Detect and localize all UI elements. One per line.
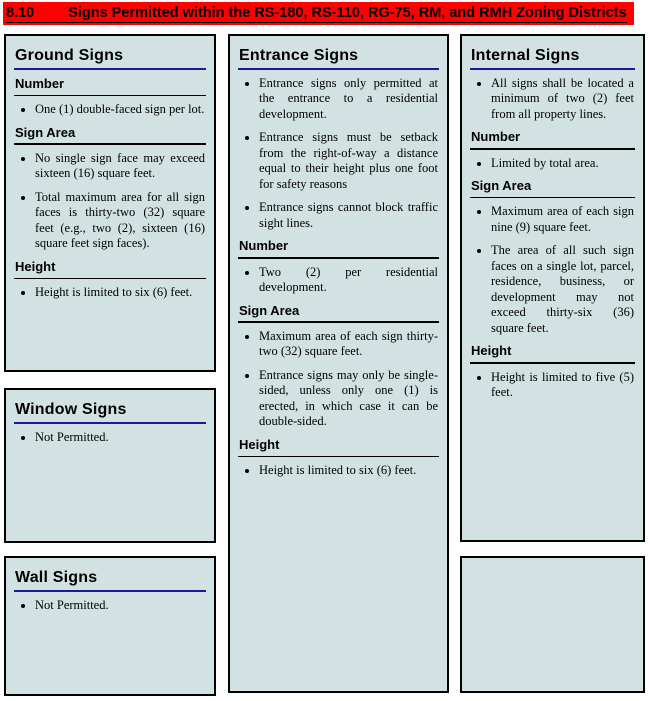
bullet-item: • One (1) double-faced sign per lot. <box>35 102 206 118</box>
title-underline <box>14 422 206 424</box>
card-subheading: Sign Area <box>15 124 76 140</box>
bullet-item: • Not Permitted. <box>35 430 206 446</box>
card-title: Internal Signs <box>471 47 580 64</box>
subheading-underline <box>238 456 439 458</box>
bullet-list <box>14 285 206 301</box>
bullet-item: • Entrance signs only permitted at the entrance to a residential development. <box>259 76 439 123</box>
bullet-item: • Height is limited to six (6) feet. <box>259 463 439 479</box>
card-entrance-signs <box>228 34 449 693</box>
card-subheading: Number <box>15 75 65 91</box>
card-subheading: Number <box>471 129 521 145</box>
subheading-underline <box>14 143 206 145</box>
bullet-item: • Two (2) per residential development. <box>259 265 439 296</box>
card-subheading: Height <box>239 436 280 452</box>
bullet-list <box>470 204 635 336</box>
subheading-underline <box>14 278 206 280</box>
bullet-item: • Total maximum area for all sign faces is thirty-two (32) square feet (e.g., two (2), sixteen (16) square feet sign faces). <box>35 190 206 252</box>
bullet-list <box>238 76 439 232</box>
card-blank <box>460 556 645 693</box>
bullet-list <box>14 102 206 118</box>
subheading-underline <box>238 321 439 323</box>
card-ground-signs <box>4 34 216 372</box>
bullet-item: • Limited by total area. <box>491 156 635 172</box>
section-header-text <box>6 5 627 23</box>
subheading-underline <box>238 257 439 259</box>
title-underline <box>14 68 206 70</box>
bullet-item: • All signs shall be located a minimum of two (2) feet from all property lines. <box>491 76 635 123</box>
bullet-list <box>14 598 206 614</box>
card-subheading: Height <box>15 258 56 274</box>
bullet-list <box>14 151 206 252</box>
title-underline <box>470 68 635 70</box>
bullet-item: • No single sign face may exceed sixteen (16) square feet. <box>35 151 206 182</box>
card-subheading: Number <box>239 238 289 254</box>
bullet-item: • Entrance signs must be setback from the right-of-way a distance equal to their height plus one foot for safety reasons <box>259 130 439 192</box>
subheading-underline <box>14 95 206 97</box>
card-title: Entrance Signs <box>239 47 359 64</box>
bullet-item: • Entrance signs may only be single-sided, unless only one (1) is erected, in which case it can be double-sided. <box>259 368 439 430</box>
card-subheading: Sign Area <box>239 302 300 318</box>
bullet-item: • Height is limited to five (5) feet. <box>491 370 635 401</box>
card-subheading: Sign Area <box>471 178 532 194</box>
bullet-item: • Maximum area of each sign nine (9) square feet. <box>491 204 635 235</box>
card-wall-signs <box>4 556 216 696</box>
bullet-item: • Height is limited to six (6) feet. <box>35 285 206 301</box>
section-header-bar <box>3 2 634 25</box>
bullet-list <box>238 329 439 430</box>
bullet-list <box>470 156 635 172</box>
bullet-item: • Maximum area of each sign thirty-two (32) square feet. <box>259 329 439 360</box>
section-number: 8.10 <box>6 4 35 21</box>
bullet-list <box>470 370 635 401</box>
card-internal-signs <box>460 34 645 542</box>
bullet-item: • Not Permitted. <box>35 598 206 614</box>
card-window-signs <box>4 388 216 543</box>
bullet-item: • Entrance signs cannot block traffic sight lines. <box>259 200 439 231</box>
bullet-list <box>238 265 439 296</box>
bullet-list <box>470 76 635 123</box>
card-title: Wall Signs <box>15 569 98 586</box>
bullet-item: • The area of all such sign faces on a single lot, parcel, residence, business, or development may not exceed thirty-six (36) square feet. <box>491 243 635 336</box>
page-title: Signs Permitted within the RS-180, RS-110, RG-75, RM, and RMH Zoning Districts <box>68 4 627 21</box>
bullet-list <box>238 463 439 479</box>
bullet-list <box>14 430 206 446</box>
subheading-underline <box>470 362 635 364</box>
card-title: Window Signs <box>15 401 127 418</box>
card-subheading: Height <box>471 343 512 359</box>
card-title: Ground Signs <box>15 47 124 64</box>
subheading-underline <box>470 197 635 199</box>
title-underline <box>238 68 439 70</box>
title-underline <box>14 590 206 592</box>
subheading-underline <box>470 148 635 150</box>
